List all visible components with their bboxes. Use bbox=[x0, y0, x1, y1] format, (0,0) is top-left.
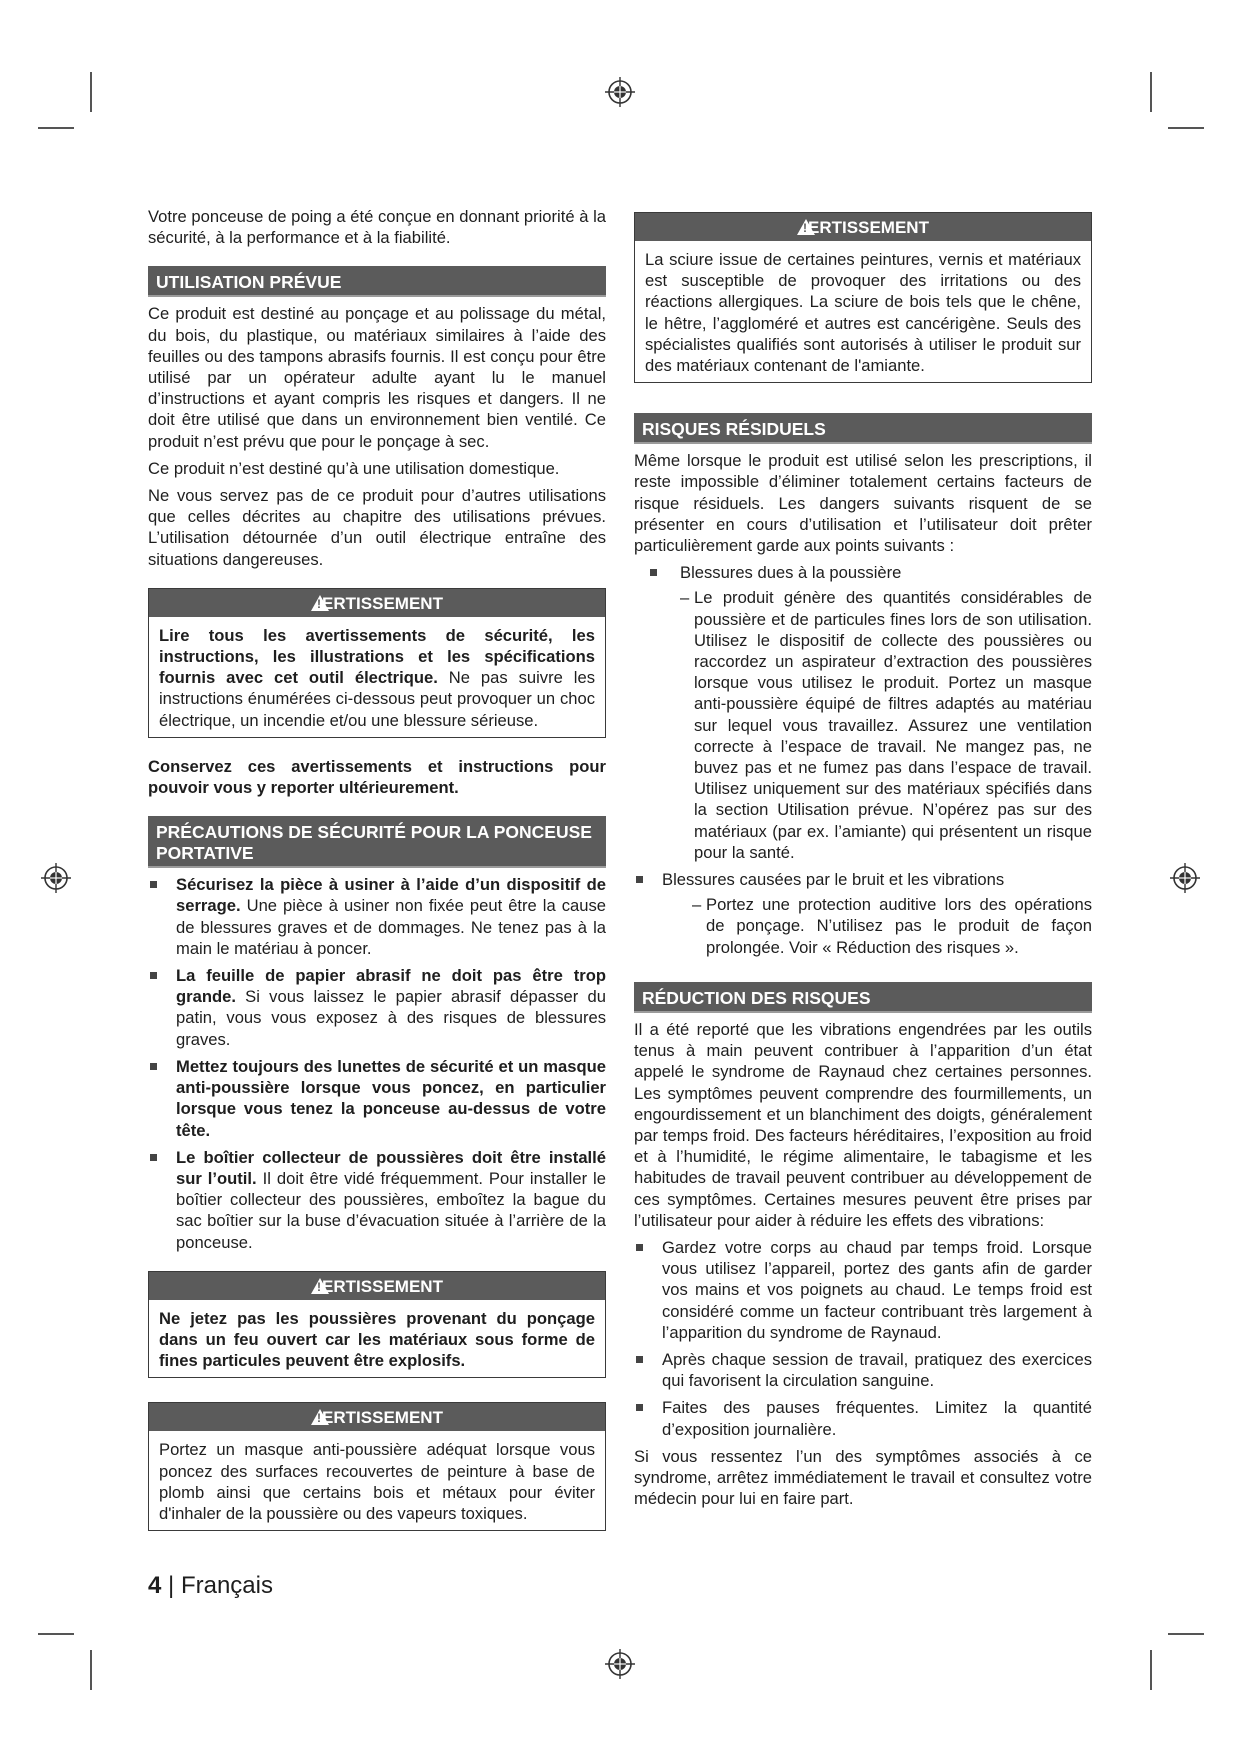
section-heading-utilisation: UTILISATION PRÉVUE bbox=[148, 266, 606, 297]
warning-header bbox=[149, 1272, 605, 1300]
warning-body bbox=[149, 1431, 605, 1530]
risques-list bbox=[634, 869, 1092, 958]
warning-text: La sciure issue de certaines peintures, vernis et matériaux est susceptible de provoquer des irritations ou des réactions allergiques. La sciure de bois tels que le chêne, le hêtre, l’aggloméré et autres est cancérigène. Seuls des spécialistes qualifiés sont autorisés à utiliser le produit sur des matériaux contenant de l'amiante. bbox=[645, 250, 1081, 376]
item-text: Si vous laissez le papier abrasif dépasser du patin, vous vous exposez à des risques de blessures graves. bbox=[176, 987, 606, 1049]
warning-triangle-icon bbox=[311, 1278, 329, 1294]
footer-language: Français bbox=[180, 1572, 273, 1599]
crop-mark bbox=[90, 72, 92, 112]
footer-separator: | bbox=[161, 1572, 181, 1599]
risques-list bbox=[634, 562, 1092, 863]
precautions-list bbox=[148, 874, 606, 1252]
warning-body bbox=[635, 241, 1091, 382]
reduction-closing: Si vous ressentez l’un des symptômes associés à ce syndrome, arrêtez immédiatement le travail et consultez votre médecin pour lui en faire part. bbox=[634, 1446, 1092, 1509]
crop-mark bbox=[1150, 72, 1152, 112]
warning-triangle-icon bbox=[797, 219, 815, 235]
list-item bbox=[148, 1056, 606, 1141]
warning-title: ERTISSEMENT bbox=[322, 593, 443, 613]
list-item bbox=[634, 562, 1092, 863]
warning-bold-text: Lire tous les avertissements de sécurité, les instructions, les illustrations et les spécifications fournis avec cet outil électrique. bbox=[159, 625, 595, 688]
warning-body bbox=[149, 617, 605, 737]
item-text: Il doit être vidé fréquemment. Pour installer le boîtier collecteur des poussières, emboîtez la bague du sac boîtier sur la buse d’évacuation située à l’arrière de la ponceuse. bbox=[176, 1168, 606, 1252]
list-item bbox=[634, 869, 1092, 958]
list-item bbox=[148, 874, 606, 959]
item-text: Blessures causées par le bruit et les vibrations bbox=[662, 870, 1005, 890]
warning-header bbox=[635, 213, 1091, 241]
item-detail: – Portez une protection auditive lors des opérations de ponçage. N’utilisez pas le produit de façon prolongée. Voir « Réduction des risques ». bbox=[692, 894, 1092, 958]
item-detail: – Le produit génère des quantités considérables de poussière et de particules fines lors de son utilisation. Utilisez le dispositif de collecte des poussières ou raccordez un aspirateur d’extraction des poussières lorsque vous utilisez le produit. Portez un masque anti-poussière équipé de filtres adaptés au matériau sur lequel vous travaillez. Assurez une ventilation correcte à l’espace de travail. Ne mangez pas, ne buvez pas et ne fumez pas dans l’espace de travail. Utilisez uniquement sur des matériaux spécifiés dans la section Utilisation prévue. N’opérez pas sur des matériaux (par ex. l’amiante) qui présentent un risque pour la santé. bbox=[680, 587, 1092, 863]
item-bold-text: Mettez toujours des lunettes de sécurité et un masque anti-poussière lorsque vous poncez, en particulier lorsque vous tenez la ponceuse au-dessus de votre tête. bbox=[176, 1056, 606, 1140]
crop-mark bbox=[90, 1650, 92, 1690]
right-column bbox=[634, 212, 1092, 1515]
warning-triangle-icon bbox=[311, 595, 329, 611]
warning-body bbox=[149, 1300, 605, 1378]
warning-box bbox=[148, 1402, 606, 1531]
list-item bbox=[148, 965, 606, 1050]
crop-mark bbox=[1168, 127, 1204, 129]
warning-text: Ne pas suivre les instructions énumérées ci-dessous peut provoquer un choc électrique, un incendie et/ou une blessure sérieuse. bbox=[159, 668, 596, 730]
registration-mark-icon bbox=[605, 1649, 635, 1679]
item-bold-text: La feuille de papier abrasif ne doit pas être trop grande. bbox=[176, 966, 606, 1007]
page-number: 4 bbox=[148, 1572, 162, 1599]
reduction-intro: Il a été reporté que les vibrations engendrées par les outils tenus à main peuvent contribuer à l’apparition d’un état appelé le syndrome de Raynaud chez certaines personnes. Les symptômes peuvent comprendre des fourmillements, un engourdissement et un blanchiment des doigts, généralement par temps froid. Des facteurs héréditaires, l’exposition au froid et à l’humidité, le régime alimentaire, le tabagisme et les habitudes de travail peuvent contribuer au développement de ces symptômes. Certaines mesures peuvent être prises par l’utilisateur pour aider à réduire les effets des vibrations: bbox=[634, 1019, 1092, 1230]
list-item: Gardez votre corps au chaud par temps froid. Lorsque vous utilisez l’appareil, portez des gants afin de garder vos mains et vos poignets au chaud. Le temps froid est considéré comme un facteur contribuant très largement à l’apparition du syndrome de Raynaud. bbox=[634, 1237, 1092, 1343]
warning-box bbox=[634, 212, 1092, 383]
crop-mark bbox=[38, 1633, 74, 1635]
warning-title: ERTISSEMENT bbox=[322, 1276, 443, 1296]
utilisation-paragraph: Ce produit est destiné au ponçage et au polissage du métal, du bois, du plastique, ou matériaux similaires à l’aide des feuilles ou des tampons abrasifs fournis. Il est conçu pour être utilisé par un opérateur adulte ayant lu le manuel d’instructions et ayant compris les risques et dangers. Il ne doit être utilisé que dans un environnement bien ventilé. Ce produit n’est prévu que pour le ponçage à sec. bbox=[148, 304, 606, 451]
crop-mark bbox=[1168, 1633, 1204, 1635]
warning-header bbox=[149, 1403, 605, 1431]
warning-box bbox=[148, 1271, 606, 1379]
registration-mark-icon bbox=[605, 77, 635, 107]
left-column bbox=[148, 206, 606, 1531]
warning-box bbox=[148, 588, 606, 738]
crop-mark bbox=[38, 127, 74, 129]
registration-mark-icon bbox=[1170, 863, 1200, 893]
item-bold-text: Sécurisez la pièce à usiner à l’aide d’un dispositif de serrage. bbox=[176, 875, 606, 916]
utilisation-paragraph: Ce produit n’est destiné qu’à une utilisation domestique. bbox=[148, 458, 560, 478]
section-heading-precautions: PRÉCAUTIONS DE SÉCURITÉ POUR LA PONCEUSE PORTATIVE bbox=[148, 816, 606, 868]
warning-header bbox=[149, 589, 605, 617]
item-text: Une pièce à usiner non fixée peut être la cause de blessures graves et de dommages. Ne tenez pas à la main le matériau à poncer. bbox=[176, 896, 606, 958]
warning-triangle-icon bbox=[311, 1409, 329, 1425]
list-item: Après chaque session de travail, pratiquez des exercices qui favorisent la circulation sanguine. bbox=[634, 1349, 1092, 1391]
warning-bold-text: Ne jetez pas les poussières provenant du ponçage dans un feu ouvert car les matériaux sous forme de fines particules peuvent être explosifs. bbox=[159, 1308, 595, 1371]
reduction-list bbox=[634, 1237, 1092, 1440]
risques-intro: Même lorsque le produit est utilisé selon les prescriptions, il reste impossible d’éliminer totalement certains facteurs de risque résiduels. Les dangers suivants risquent de se présenter en cours d’utilisation et l’utilisateur doit prêter particulièrement garde aux points suivants : bbox=[634, 451, 1092, 556]
conservez-text: Conservez ces avertissements et instructions pour pouvoir vous y reporter ultérieurement. bbox=[148, 756, 606, 798]
warning-title: ERTISSEMENT bbox=[808, 218, 929, 237]
conservez-note bbox=[148, 756, 606, 798]
registration-mark-icon bbox=[41, 863, 71, 893]
crop-mark bbox=[1150, 1650, 1152, 1690]
section-heading-reduction: RÉDUCTION DES RISQUES bbox=[634, 982, 1092, 1013]
item-text: Blessures dues à la poussière bbox=[680, 563, 902, 583]
warning-text: Portez un masque anti-poussière adéquat lorsque vous poncez des surfaces recouvertes de peinture à base de plomb ainsi que certains bois et métaux pour éviter d'inhaler de la poussière ou des vapeurs toxiques. bbox=[159, 1440, 595, 1523]
warning-title: ERTISSEMENT bbox=[322, 1408, 443, 1428]
utilisation-paragraph: Ne vous servez pas de ce produit pour d’autres utilisations que celles décrites au chapitre des utilisations prévues. L’utilisation détournée d’un outil électrique entraîne des situations dangereuses. bbox=[148, 486, 606, 569]
page-footer bbox=[148, 1572, 273, 1600]
item-bold-text: Le boîtier collecteur de poussières doit être installé sur l’outil. bbox=[176, 1147, 606, 1188]
list-item: Faites des pauses fréquentes. Limitez la quantité d’exposition journalière. bbox=[634, 1397, 1092, 1439]
section-heading-risques: RISQUES RÉSIDUELS bbox=[634, 413, 1092, 444]
intro-paragraph: Votre ponceuse de poing a été conçue en donnant priorité à la sécurité, à la performance et à la fiabilité. bbox=[148, 207, 606, 248]
list-item bbox=[148, 1147, 606, 1253]
